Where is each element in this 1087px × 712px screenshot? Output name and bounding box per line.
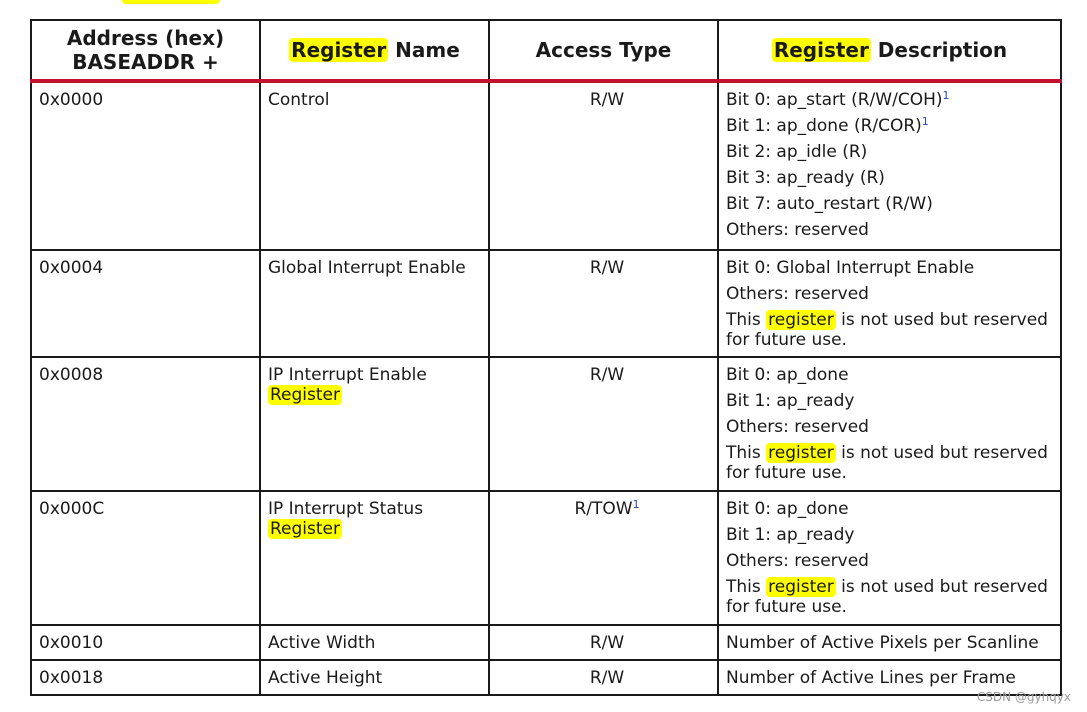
reserved-note: This register is not used but reserved for future use.	[726, 443, 1048, 483]
access-cell: R/TOW$^1$	[489, 491, 718, 625]
description-cell	[718, 357, 1061, 491]
highlight: Register	[291, 38, 387, 62]
description-cell	[718, 250, 1061, 357]
address-cell: 0x0018	[31, 660, 260, 695]
highlight: register	[768, 310, 834, 330]
footnote-marker: 1	[921, 115, 929, 128]
desc-line: Others: reserved	[726, 551, 869, 571]
table-row	[31, 81, 1061, 250]
highlight: Register	[270, 519, 340, 539]
description-cell	[718, 491, 1061, 625]
table-row	[31, 357, 1061, 491]
name-cell: Control	[260, 81, 489, 250]
register-table	[30, 19, 1062, 696]
desc-line: Others: reserved	[726, 417, 869, 437]
table-row	[31, 250, 1061, 357]
footnote-marker: 1	[942, 89, 950, 102]
address-cell: 0x0000	[31, 81, 260, 250]
highlight: register	[768, 443, 834, 463]
address-cell: 0x0004	[31, 250, 260, 357]
desc-line: Bit 0: ap_done	[726, 499, 849, 519]
access-cell: R/W	[489, 660, 718, 695]
name-cell: Active Height	[260, 660, 489, 695]
desc-line: Bit 1: ap_ready	[726, 525, 855, 545]
desc-line: Others: reserved	[726, 284, 869, 304]
col-header-register-name: Register Name	[260, 20, 489, 81]
name-cell: IP Interrupt Status Register	[260, 491, 489, 625]
description-cell: Number of Active Lines per Frame	[718, 660, 1061, 695]
highlight: Register	[270, 385, 340, 405]
desc-line: Bit 3: ap_ready (R)	[726, 168, 885, 188]
header-row	[31, 20, 1061, 81]
reserved-note: This register is not used but reserved for future use.	[726, 577, 1048, 617]
access-cell: R/W	[489, 81, 718, 250]
desc-line: Bit 2: ap_idle (R)	[726, 142, 868, 162]
description-cell	[718, 81, 1061, 250]
desc-line: Bit 0: ap_done	[726, 365, 849, 385]
watermark: CSDN @gyhqyx	[976, 690, 1071, 704]
address-cell: 0x0010	[31, 625, 260, 660]
col-header-access-type: Access Type	[489, 20, 718, 81]
desc-line: Others: reserved	[726, 220, 869, 240]
desc-line: Bit 0: Global Interrupt Enable	[726, 258, 975, 278]
access-cell: R/W	[489, 250, 718, 357]
name-cell: Active Width	[260, 625, 489, 660]
description-cell: Number of Active Pixels per Scanline	[718, 625, 1061, 660]
desc-line: Bit 0: ap_start $(R/W/COH)^1$	[726, 89, 950, 110]
desc-line: Bit 7: auto_restart (R/W)	[726, 194, 933, 214]
table-row	[31, 660, 1061, 695]
name-cell: Global Interrupt Enable	[260, 250, 489, 357]
col-header-address: Address (hex) BASEADDR +	[31, 20, 260, 81]
access-cell: R/W	[489, 357, 718, 491]
top-highlight-fragment	[122, 0, 220, 4]
highlight: Register	[773, 38, 869, 62]
address-cell: 0x0008	[31, 357, 260, 491]
access-cell: R/W	[489, 625, 718, 660]
address-cell: 0x000C	[31, 491, 260, 625]
desc-line: Bit 1: ap_done $(R/COR)^1$	[726, 115, 929, 136]
name-cell: IP Interrupt Enable Register	[260, 357, 489, 491]
highlight: register	[768, 577, 834, 597]
table-row	[31, 491, 1061, 625]
table-row	[31, 625, 1061, 660]
reserved-note: This register is not used but reserved for future use.	[726, 310, 1048, 350]
footnote-marker: 1	[632, 498, 640, 511]
col-header-register-description: Register Description	[718, 20, 1061, 81]
desc-line: Bit 1: ap_ready	[726, 391, 855, 411]
